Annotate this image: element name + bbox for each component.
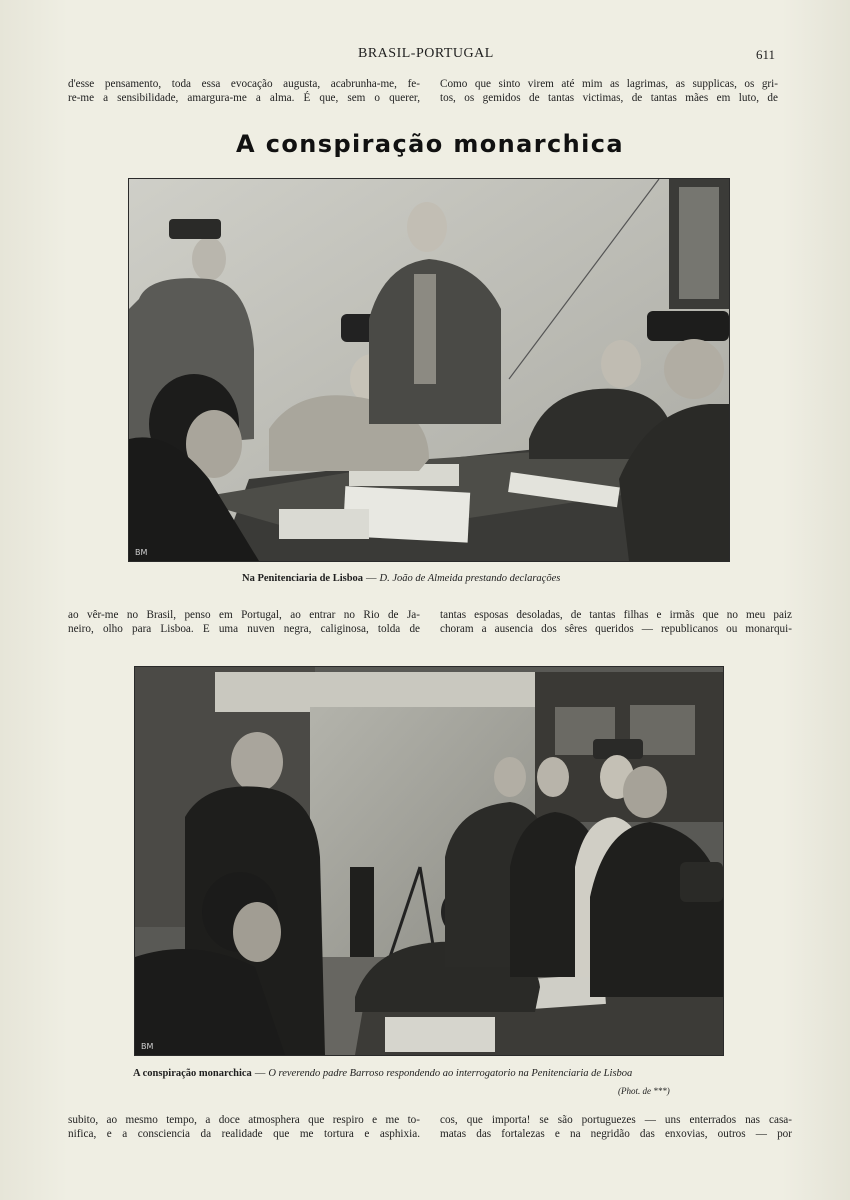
photo-monogram: BM <box>141 1042 154 1051</box>
caption-italic-part: O reverendo padre Barroso respondendo ao interrogatorio na Penitenciaria de Lisboa <box>268 1068 633 1079</box>
top-text-left-column <box>68 77 420 105</box>
caption-bold-part: Na Penitenciaria de Lisboa <box>242 573 364 584</box>
photo-1-caption <box>242 573 560 584</box>
photo-padre-barroso-interrogation <box>134 666 724 1056</box>
text-line: Como que sinto virem até mim as lagrimas, as supplicas, os gri- <box>440 78 778 90</box>
bottom-text-right-column <box>440 1113 792 1141</box>
text-line: cos, que importa! se são portuguezes — uns enterrados nas casa- <box>440 1114 792 1126</box>
caption-bold-part: A conspiração monarchica <box>133 1068 252 1079</box>
middle-text-right-column <box>440 608 792 636</box>
caption-dash: — <box>366 573 377 584</box>
page-number: 611 <box>756 47 776 62</box>
text-line: d'esse pensamento, toda essa evocação augusta, acabrunha-me, fe- <box>68 78 420 90</box>
photo-monogram: BM <box>135 548 148 557</box>
caption-italic-part: D. João de Almeida prestando declarações <box>379 573 561 584</box>
text-line: re-me a sensibilidade, amargura-me a alma. É que, sem o querer, <box>68 92 420 104</box>
middle-text-left-column <box>68 608 420 636</box>
text-line: nifica, e a consciencia da realidade que me tortura e asphixia. <box>68 1128 420 1140</box>
text-line: neiro, olho para Lisboa. E uma nuven negra, caliginosa, tolda de <box>68 623 420 635</box>
top-text-right-column <box>440 77 778 105</box>
caption-dash: — <box>254 1068 266 1079</box>
text-line: choram a ausencia dos sêres queridos — republicanos ou monarqui- <box>440 623 792 635</box>
article-headline: A conspiração monarchica <box>236 130 624 158</box>
photo-2-illustration <box>135 667 723 1055</box>
running-title: BRASIL-PORTUGAL <box>358 46 494 61</box>
photo-credit: (Phot. de ***) <box>618 1086 670 1096</box>
photo-2-caption <box>133 1068 632 1079</box>
text-line: ao vêr-me no Brasil, penso em Portugal, ao entrar no Rio de Ja- <box>68 609 420 621</box>
running-header <box>0 46 850 64</box>
bottom-text-left-column <box>68 1113 420 1141</box>
text-line: tantas esposas desoladas, de tantas filhas e irmãs que no meu paiz <box>440 609 792 621</box>
text-line: subito, ao mesmo tempo, a doce atmosphera que respiro e me to- <box>68 1114 420 1126</box>
text-line: tos, os gemidos de tantas victimas, de tantas mães em luto, de <box>440 92 778 104</box>
text-line: matas das fortalezas e na negridão das enxovias, outros — por <box>440 1128 792 1140</box>
photo-penitentiary-declarations <box>128 178 730 562</box>
photo-1-illustration <box>129 179 729 561</box>
